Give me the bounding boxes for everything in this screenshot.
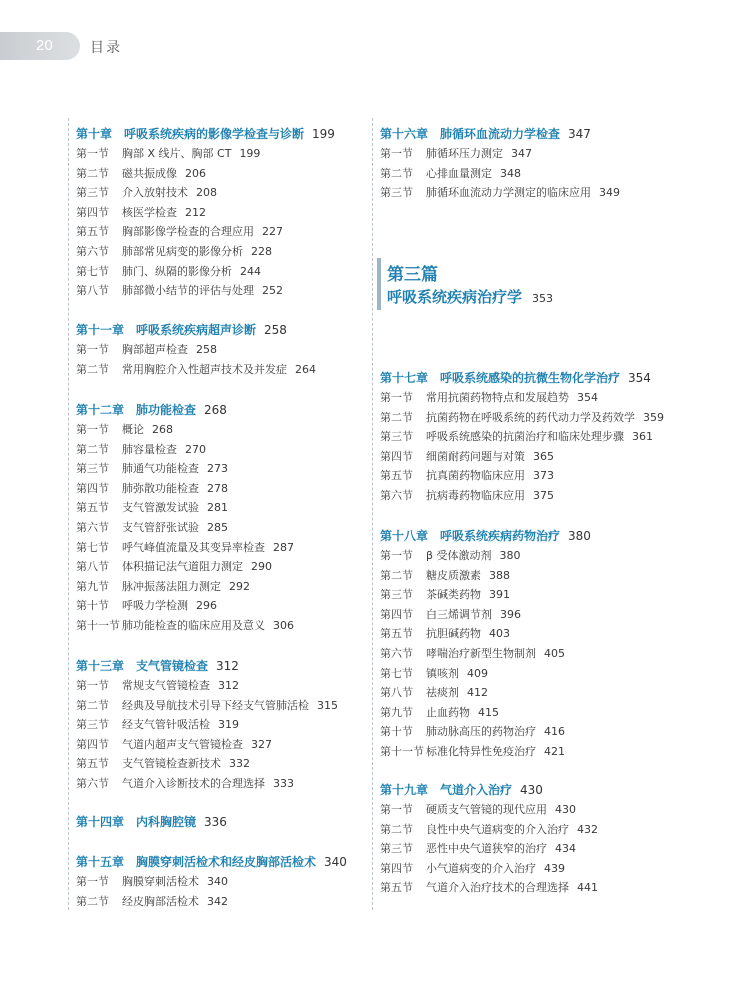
toc-section-entry[interactable] xyxy=(76,715,338,735)
section-number: 第六节 xyxy=(76,520,109,534)
section-number: 第一节 xyxy=(380,147,413,160)
toc-section-entry[interactable] xyxy=(380,742,591,762)
section-page: 290 xyxy=(251,560,272,574)
section-number: 第四节 xyxy=(76,737,109,751)
section-title: 肺功能检查的临床应用及意义 xyxy=(122,618,265,632)
chapter-title: 第十九章 气道介入治疗 xyxy=(380,783,513,797)
section-title: 茶碱类药物 xyxy=(426,588,481,602)
chapter-title: 第十三章 支气管镜检查 xyxy=(76,659,209,673)
section-number: 第五节 xyxy=(380,469,413,483)
section-page: 361 xyxy=(632,430,653,444)
section-title: 常用抗菌药物特点和发展趋势 xyxy=(426,391,569,404)
toc-section-entry[interactable] xyxy=(380,859,598,879)
section-number: 第二节 xyxy=(380,822,413,836)
section-number: 第二节 xyxy=(380,410,413,424)
section-number: 第七节 xyxy=(76,264,109,278)
chapter-heading[interactable] xyxy=(76,124,335,144)
running-header-title: 目录 xyxy=(90,40,122,56)
toc-section-entry[interactable] xyxy=(76,242,335,262)
chapter-title: 第十四章 内科胸腔镜 xyxy=(76,815,197,829)
section-title: 祛痰剂 xyxy=(426,686,459,700)
section-number: 第一节 xyxy=(380,549,413,562)
toc-section-entry[interactable] xyxy=(76,479,294,499)
section-page: 415 xyxy=(478,705,499,719)
toc-section-entry[interactable] xyxy=(76,577,294,597)
toc-section-entry[interactable] xyxy=(380,427,664,447)
left-column-rule xyxy=(68,118,69,910)
section-title: 胸部 X 线片、胸部 CT xyxy=(122,147,232,160)
toc-section-entry[interactable] xyxy=(380,644,591,664)
section-page: 432 xyxy=(577,822,598,836)
toc-section-entry[interactable] xyxy=(380,164,620,184)
chapter-title: 第十一章 呼吸系统疾病超声诊断 xyxy=(76,323,257,337)
section-page: 359 xyxy=(643,410,664,424)
section-title: 肺部常见病变的影像分析 xyxy=(122,244,243,258)
section-page: 375 xyxy=(533,488,554,502)
section-title: 脉冲振荡法阻力测定 xyxy=(122,579,221,593)
section-page: 264 xyxy=(295,362,316,376)
section-number: 第六节 xyxy=(380,646,413,660)
section-page: 285 xyxy=(207,520,228,534)
toc-chapter xyxy=(76,656,338,794)
chapter-title: 第十七章 呼吸系统感染的抗微生物化学治疗 xyxy=(380,371,621,385)
section-page: 227 xyxy=(262,225,283,239)
section-number: 第四节 xyxy=(380,449,413,463)
section-number: 第四节 xyxy=(76,481,109,495)
section-title: 硬质支气管镜的现代应用 xyxy=(426,803,547,816)
section-page: 380 xyxy=(499,549,521,562)
section-number: 第五节 xyxy=(380,627,413,641)
chapter-page: 199 xyxy=(312,127,335,141)
section-number: 第九节 xyxy=(76,579,109,593)
section-number: 第二节 xyxy=(76,166,109,180)
section-page: 208 xyxy=(196,186,217,200)
toc-section-entry[interactable] xyxy=(380,878,598,898)
toc-section-entry[interactable] xyxy=(76,340,316,360)
section-title: 气道内超声支气管镜检查 xyxy=(122,737,243,751)
section-title: 细菌耐药问题与对策 xyxy=(426,449,525,463)
section-number: 第二节 xyxy=(76,894,109,908)
section-page: 348 xyxy=(500,166,521,180)
toc-section-entry[interactable] xyxy=(76,754,338,774)
toc-section-entry[interactable] xyxy=(380,408,664,428)
section-page: 252 xyxy=(262,284,283,298)
section-page: 319 xyxy=(218,718,239,732)
toc-section-entry[interactable] xyxy=(76,872,347,892)
toc-section-entry[interactable] xyxy=(76,144,335,164)
section-number: 第一节 xyxy=(76,423,109,436)
section-page: 349 xyxy=(599,186,620,200)
section-number: 第十一节 xyxy=(76,618,120,632)
section-page: 441 xyxy=(577,881,598,895)
section-page: 388 xyxy=(489,568,510,582)
section-number: 第一节 xyxy=(76,147,109,160)
part-heading xyxy=(377,258,637,310)
section-title: 心排血量测定 xyxy=(426,166,492,180)
section-title: 呼吸力学检测 xyxy=(122,599,188,613)
section-page: 347 xyxy=(511,147,532,160)
toc-section-entry[interactable] xyxy=(380,624,591,644)
section-number: 第十节 xyxy=(76,599,109,613)
section-page: 391 xyxy=(489,588,510,602)
chapter-page: 258 xyxy=(264,323,287,337)
section-number: 第五节 xyxy=(76,757,109,771)
chapter-page: 336 xyxy=(204,815,227,829)
section-title: 哮喘治疗新型生物制剂 xyxy=(426,646,536,660)
toc-section-entry[interactable] xyxy=(76,222,335,242)
chapter-title: 第十六章 肺循环血流动力学检查 xyxy=(380,127,561,141)
section-title: 抗病毒药物临床应用 xyxy=(426,488,525,502)
chapter-title: 第十二章 肺功能检查 xyxy=(76,403,197,417)
section-title: 镇咳剂 xyxy=(426,666,459,680)
toc-section-entry[interactable] xyxy=(380,683,591,703)
toc-section-entry[interactable] xyxy=(76,164,335,184)
section-number: 第三节 xyxy=(76,186,109,200)
section-title: 概论 xyxy=(122,423,144,436)
chapter-title: 第十章 呼吸系统疾病的影像学检查与诊断 xyxy=(76,127,305,141)
chapter-heading[interactable] xyxy=(76,400,294,420)
section-number: 第三节 xyxy=(380,842,413,856)
section-page: 396 xyxy=(500,607,521,621)
toc-chapter xyxy=(380,368,664,506)
toc-section-entry[interactable] xyxy=(76,203,335,223)
section-page: 421 xyxy=(544,744,565,758)
section-page: 342 xyxy=(207,894,228,908)
toc-section-entry[interactable] xyxy=(380,183,620,203)
toc-section-entry[interactable] xyxy=(76,538,294,558)
toc-chapter xyxy=(76,812,227,832)
toc-section-entry[interactable] xyxy=(76,498,294,518)
section-page: 373 xyxy=(533,469,554,483)
section-title: 恶性中央气道狭窄的治疗 xyxy=(426,842,547,856)
chapter-title: 第十五章 胸膜穿刺活检术和经皮胸部活检术 xyxy=(76,855,317,869)
section-title: 良性中央气道病变的介入治疗 xyxy=(426,822,569,836)
toc-section-entry[interactable] xyxy=(76,360,316,380)
toc-section-entry[interactable] xyxy=(76,676,338,696)
toc-section-entry[interactable] xyxy=(380,546,591,566)
toc-section-entry[interactable] xyxy=(76,596,294,616)
section-page: 409 xyxy=(467,666,488,680)
toc-chapter xyxy=(76,320,316,379)
section-page: 405 xyxy=(544,646,565,660)
chapter-page: 380 xyxy=(568,529,591,543)
toc-chapter xyxy=(380,780,598,898)
toc-section-entry[interactable] xyxy=(76,774,338,794)
toc-section-entry[interactable] xyxy=(380,703,591,723)
section-number: 第六节 xyxy=(76,244,109,258)
section-title: 抗胆碱药物 xyxy=(426,627,481,641)
section-number: 第五节 xyxy=(380,881,413,895)
section-number: 第一节 xyxy=(76,875,109,888)
section-number: 第九节 xyxy=(380,705,413,719)
section-title: 肺通气功能检查 xyxy=(122,462,199,476)
section-number: 第三节 xyxy=(76,718,109,732)
section-page: 278 xyxy=(207,481,228,495)
chapter-heading[interactable] xyxy=(380,526,591,546)
chapter-heading[interactable] xyxy=(380,368,664,388)
chapter-heading[interactable] xyxy=(76,656,338,676)
chapter-heading[interactable] xyxy=(76,852,347,872)
section-number: 第二节 xyxy=(76,698,109,712)
section-number: 第二节 xyxy=(76,442,109,456)
toc-section-entry[interactable] xyxy=(380,585,591,605)
chapter-heading[interactable] xyxy=(380,124,620,144)
section-title: 抗真菌药物临床应用 xyxy=(426,469,525,483)
part-subtitle-text: 呼吸系统疾病治疗学 xyxy=(387,288,523,306)
section-number: 第二节 xyxy=(76,362,109,376)
section-page: 199 xyxy=(239,147,261,160)
section-number: 第八节 xyxy=(76,284,109,298)
toc-section-entry[interactable] xyxy=(76,518,294,538)
section-title: 标准化特异性免疫治疗 xyxy=(426,744,536,758)
chapter-heading[interactable] xyxy=(76,320,316,340)
section-page: 258 xyxy=(196,343,217,356)
section-title: 胸部超声检查 xyxy=(122,343,188,356)
section-title: 肺动脉高压的药物治疗 xyxy=(426,725,536,739)
section-page: 212 xyxy=(185,205,206,219)
section-number: 第一节 xyxy=(76,343,109,356)
section-title: 肺循环压力测定 xyxy=(426,147,503,160)
toc-chapter xyxy=(76,400,294,636)
chapter-heading[interactable] xyxy=(76,812,227,832)
toc-section-entry[interactable] xyxy=(76,281,335,301)
chapter-page: 312 xyxy=(216,659,239,673)
section-page: 312 xyxy=(218,679,239,692)
section-title: 支气管镜检查新技术 xyxy=(122,757,221,771)
section-page: 403 xyxy=(489,627,510,641)
section-title: 抗菌药物在呼吸系统的药代动力学及药效学 xyxy=(426,410,635,424)
section-page: 287 xyxy=(273,540,294,554)
section-number: 第十一节 xyxy=(380,744,424,758)
section-number: 第七节 xyxy=(380,666,413,680)
toc-section-entry[interactable] xyxy=(380,447,664,467)
toc-section-entry[interactable] xyxy=(76,557,294,577)
chapter-page: 340 xyxy=(324,855,347,869)
section-title: 介入放射技术 xyxy=(122,186,188,200)
section-title: 体积描记法气道阻力测定 xyxy=(122,560,243,574)
section-page: 206 xyxy=(185,166,206,180)
toc-section-entry[interactable] xyxy=(380,566,591,586)
section-title: 呼气峰值流量及其变异率检查 xyxy=(122,540,265,554)
section-page: 327 xyxy=(251,737,272,751)
section-title: 经皮胸部活检术 xyxy=(122,894,199,908)
section-title: 胸部影像学检查的合理应用 xyxy=(122,225,254,239)
section-title: 支气管舒张试验 xyxy=(122,520,199,534)
toc-section-entry[interactable] xyxy=(76,892,347,912)
chapter-heading[interactable] xyxy=(380,780,598,800)
toc-chapter xyxy=(380,526,591,762)
chapter-page: 347 xyxy=(568,127,591,141)
section-page: 430 xyxy=(555,803,576,816)
section-number: 第四节 xyxy=(380,861,413,875)
section-title: 常用胸腔介入性超声技术及并发症 xyxy=(122,362,287,376)
section-number: 第一节 xyxy=(380,803,413,816)
section-title: 小气道病变的介入治疗 xyxy=(426,861,536,875)
section-title: 核医学检查 xyxy=(122,205,177,219)
section-title: 经典及导航技术引导下经支气管肺活检 xyxy=(122,698,309,712)
section-page: 244 xyxy=(240,264,261,278)
section-page: 281 xyxy=(207,501,228,515)
section-page: 416 xyxy=(544,725,565,739)
section-page: 292 xyxy=(229,579,250,593)
section-number: 第二节 xyxy=(380,568,413,582)
chapter-page: 354 xyxy=(628,371,651,385)
toc-chapter xyxy=(380,124,620,203)
toc-section-entry[interactable] xyxy=(380,144,620,164)
section-title: 气道介入诊断技术的合理选择 xyxy=(122,776,265,790)
toc-section-entry[interactable] xyxy=(76,735,338,755)
section-page: 306 xyxy=(273,618,294,632)
section-number: 第五节 xyxy=(76,225,109,239)
section-number: 第一节 xyxy=(76,679,109,692)
right-column-rule xyxy=(372,118,373,910)
toc-section-entry[interactable] xyxy=(380,722,591,742)
section-number: 第五节 xyxy=(76,501,109,515)
section-number: 第三节 xyxy=(76,462,109,476)
section-page: 296 xyxy=(196,599,217,613)
section-title: 经支气管针吸活检 xyxy=(122,718,210,732)
toc-section-entry[interactable] xyxy=(380,664,591,684)
section-number: 第八节 xyxy=(76,560,109,574)
section-page: 268 xyxy=(152,423,173,436)
section-title: 肺循环血流动力学测定的临床应用 xyxy=(426,186,591,200)
section-title: 呼吸系统感染的抗菌治疗和临床处理步骤 xyxy=(426,430,624,444)
part-page: 353 xyxy=(532,292,554,305)
section-page: 434 xyxy=(555,842,576,856)
toc-section-entry[interactable] xyxy=(76,696,338,716)
toc-section-entry[interactable] xyxy=(76,440,294,460)
section-number: 第四节 xyxy=(380,607,413,621)
section-number: 第十节 xyxy=(380,725,413,739)
section-page: 365 xyxy=(533,449,554,463)
toc-section-entry[interactable] xyxy=(380,839,598,859)
section-title: 肺部微小结节的评估与处理 xyxy=(122,284,254,298)
toc-chapter xyxy=(76,852,347,911)
chapter-page: 430 xyxy=(520,783,543,797)
section-page: 412 xyxy=(467,686,488,700)
section-title: 肺容量检查 xyxy=(122,442,177,456)
toc-section-entry[interactable] xyxy=(76,262,335,282)
section-number: 第三节 xyxy=(380,588,413,602)
section-number: 第一节 xyxy=(380,391,413,404)
section-title: 磁共振成像 xyxy=(122,166,177,180)
section-page: 439 xyxy=(544,861,565,875)
section-number: 第六节 xyxy=(380,488,413,502)
section-page: 340 xyxy=(207,875,228,888)
section-title: 止血药物 xyxy=(426,705,470,719)
toc-chapter xyxy=(76,124,335,301)
toc-section-entry[interactable] xyxy=(380,820,598,840)
section-number: 第三节 xyxy=(380,430,413,444)
part-subtitle xyxy=(387,286,553,307)
section-title: 常规支气管镜检查 xyxy=(122,679,210,692)
chapter-page: 268 xyxy=(204,403,227,417)
section-page: 332 xyxy=(229,757,250,771)
section-title: 胸膜穿刺活检术 xyxy=(122,875,199,888)
section-title: 支气管激发试验 xyxy=(122,501,199,515)
page-number: 20 xyxy=(36,37,53,54)
section-page: 273 xyxy=(207,462,228,476)
section-title: 糖皮质激素 xyxy=(426,568,481,582)
section-page: 315 xyxy=(317,698,338,712)
section-page: 333 xyxy=(273,776,294,790)
toc-section-entry[interactable] xyxy=(76,183,335,203)
section-title: β 受体激动剂 xyxy=(426,549,492,562)
toc-section-entry[interactable] xyxy=(76,459,294,479)
section-title: 肺弥散功能检查 xyxy=(122,481,199,495)
toc-section-entry[interactable] xyxy=(380,466,664,486)
toc-section-entry[interactable] xyxy=(380,486,664,506)
section-title: 肺门、纵隔的影像分析 xyxy=(122,264,232,278)
chapter-title: 第十八章 呼吸系统疾病药物治疗 xyxy=(380,529,561,543)
section-page: 354 xyxy=(577,391,598,404)
section-number: 第七节 xyxy=(76,540,109,554)
section-page: 228 xyxy=(251,244,272,258)
part-title: 第三篇 xyxy=(387,265,438,285)
section-title: 气道介入治疗技术的合理选择 xyxy=(426,881,569,895)
section-title: 白三烯调节剂 xyxy=(426,607,492,621)
section-page: 270 xyxy=(185,442,206,456)
toc-section-entry[interactable] xyxy=(76,616,294,636)
section-number: 第四节 xyxy=(76,205,109,219)
toc-section-entry[interactable] xyxy=(380,388,664,408)
toc-section-entry[interactable] xyxy=(76,420,294,440)
section-number: 第二节 xyxy=(380,166,413,180)
section-number: 第八节 xyxy=(380,686,413,700)
toc-section-entry[interactable] xyxy=(380,605,591,625)
toc-section-entry[interactable] xyxy=(380,800,598,820)
part-accent-bar xyxy=(377,258,381,310)
section-number: 第六节 xyxy=(76,776,109,790)
section-number: 第三节 xyxy=(380,186,413,200)
